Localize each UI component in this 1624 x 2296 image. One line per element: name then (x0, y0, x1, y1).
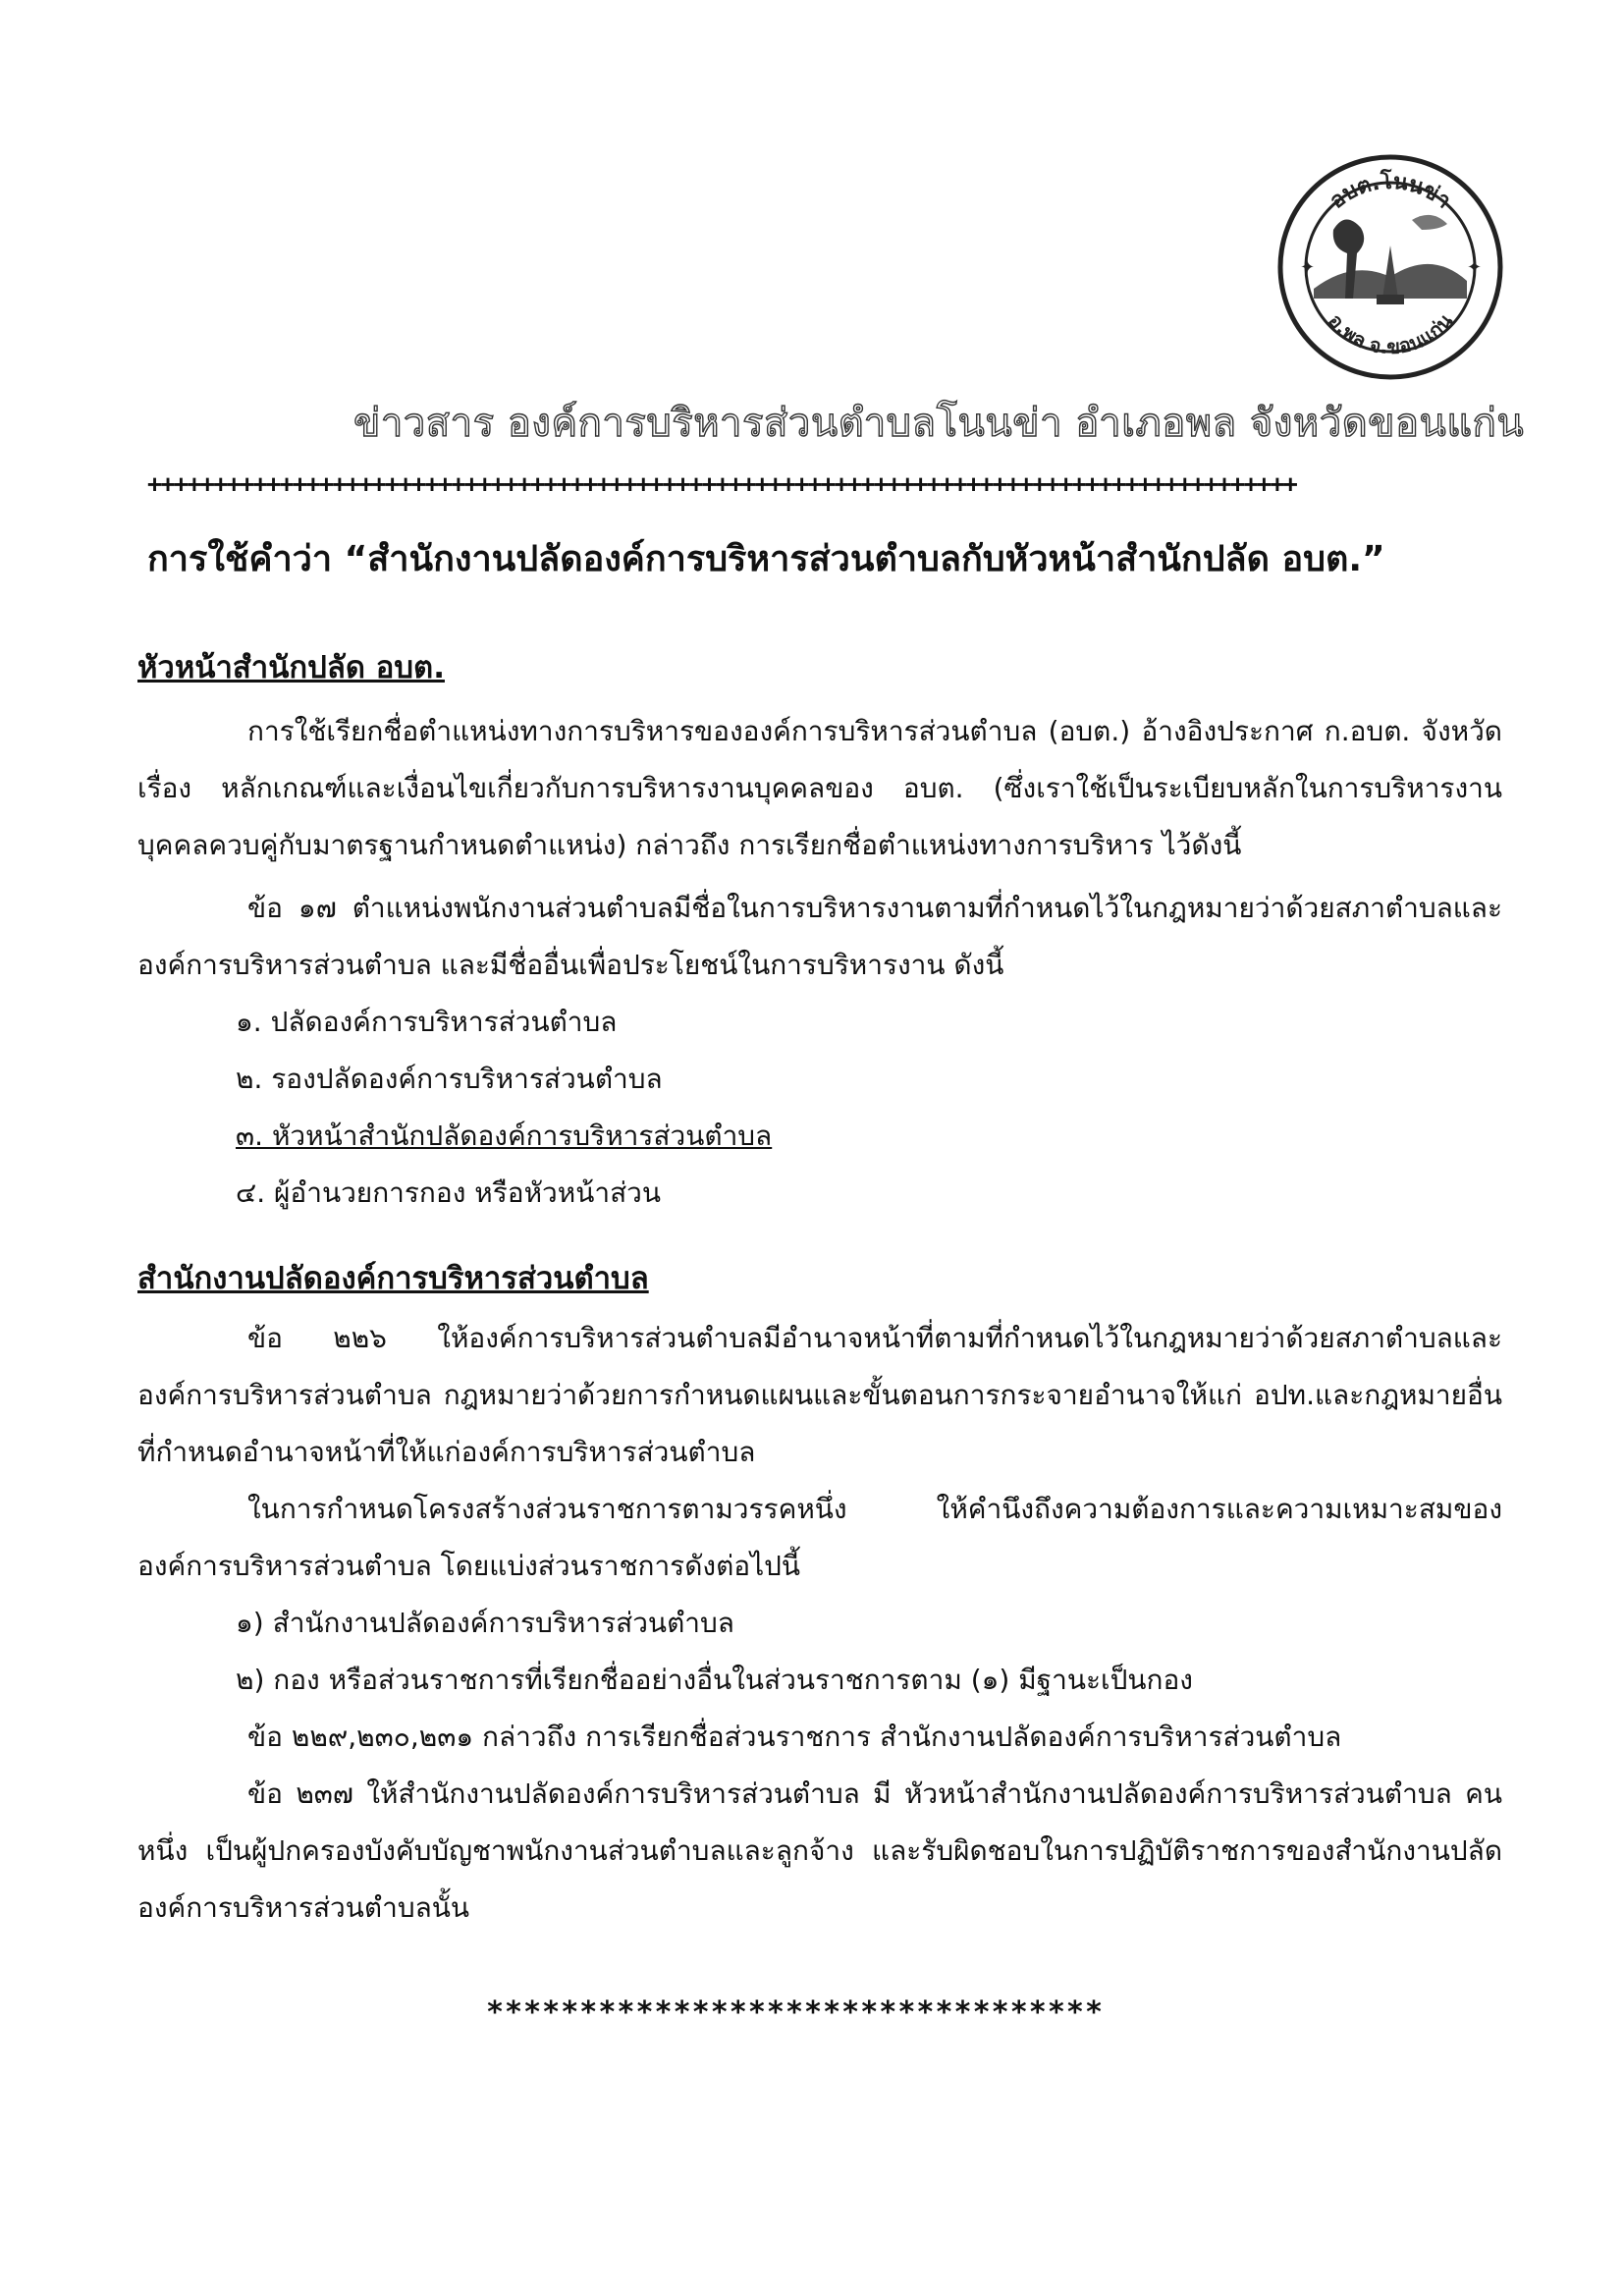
list-item: ๒) กอง หรือส่วนราชการที่เรียกชื่ออย่างอื่นในส่วนราชการตาม (๑) มีฐานะเป็นกอง (236, 1664, 1193, 1696)
section-office-of-permanent-secretary (137, 1253, 1502, 1937)
svg-text:✦: ✦ (1300, 257, 1316, 278)
section-heading: สำนักงานปลัดองค์การบริหารส่วนตำบล (137, 1261, 649, 1296)
list-item: ๒. รองปลัดองค์การบริหารส่วนตำบล (236, 1063, 663, 1095)
paragraph: ข้อ ๒๓๗ ให้สำนักงานปลัดองค์การบริหารส่วนตำบล มี หัวหน้าสำนักงานปลัดองค์การบริหารส่วนตำบล คนหนึ่ง เป็นผู้ปกครองบังคับบัญชาพนักงานส่วนตำบลและลูกจ้าง และรับผิดชอบในการปฏิบัติราชการของสำนักงานปลัดองค์การบริหารส่วนตำบลนั้น (137, 1777, 1502, 1924)
list-item: ๑) สำนักงานปลัดองค์การบริหารส่วนตำบล (236, 1607, 734, 1639)
svg-text:✦: ✦ (1467, 257, 1483, 278)
paragraph: ข้อ ๒๒๖ ให้องค์การบริหารส่วนตำบลมีอำนาจหน้าที่ตามที่กำหนดไว้ในกฎหมายว่าด้วยสภาตำบลและองค์การบริหารส่วนตำบล กฎหมายว่าด้วยการกำหนดแผนและขั้นตอนการกระจายอำนาจให้แก่ อปท.และกฎหมายอื่นที่กำหนดอำนาจหน้าที่ให้แก่องค์การบริหารส่วนตำบล (137, 1322, 1502, 1468)
paragraph: การใช้เรียกชื่อตำแหน่งทางการบริหารขององค์การบริหารส่วนตำบล (อบต.) อ้างอิงประกาศ ก.อบต. จังหวัด เรื่อง หลักเกณฑ์และเงื่อนไขเกี่ยวกับการบริหารงานบุคคลของ อบต. (ซึ่งเราใช้เป็นระเบียบหลักในการบริหารงานบุคคลควบคู่กับมาตรฐานกำหนดตำแหน่ง) กล่าวถึง การเรียกชื่อตำแหน่งทางการบริหาร ไว้ดังนี้ (137, 715, 1502, 861)
page-title: การใช้คำว่า “สำนักงานปลัดองค์การบริหารส่วนตำบลกับหัวหน้าสำนักปลัด อบต.” (147, 539, 1385, 579)
section-head-of-office (137, 642, 1502, 1222)
newsletter-banner: ข่าวสาร องค์การบริหารส่วนตำบลโนนข่า อำเภอพล จังหวัดขอนแก่น (353, 401, 1525, 446)
list-item: ๔. ผู้อำนวยการกอง หรือหัวหน้าส่วน (236, 1176, 662, 1209)
section-heading: หัวหน้าสำนักปลัด อบต. (137, 650, 445, 685)
list-item-highlighted: ๓. หัวหน้าสำนักปลัดองค์การบริหารส่วนตำบล (236, 1120, 773, 1152)
seal-top-text: อบต.โนนข่า (1325, 169, 1456, 214)
organization-seal-icon (1274, 151, 1506, 383)
paragraph: ข้อ ๑๗ ตำแหน่งพนักงานส่วนตำบลมีชื่อในการบริหารงานตามที่กำหนดไว้ในกฎหมายว่าด้วยสภาตำบลและองค์การบริหารส่วนตำบล และมีชื่ออื่นเพื่อประโยชน์ในการบริหารงาน ดังนี้ (137, 892, 1502, 981)
paragraph: ในการกำหนดโครงสร้างส่วนราชการตามวรรคหนึ่ง ให้คำนึงถึงความต้องการและความเหมาะสมขององค์การบริหารส่วนตำบล โดยแบ่งส่วนราชการดังต่อไปนี้ (137, 1493, 1502, 1582)
plus-separator: +++++++++++++++++++++++++++++++++++++++++++++++++++++++++++++++++++++++++++++++++++++++ (147, 469, 1297, 498)
star-separator: ********************************* (486, 1995, 1105, 2030)
paragraph: ข้อ ๒๒๙,๒๓๐,๒๓๑ กล่าวถึง การเรียกชื่อส่วนราชการ สำนักงานปลัดองค์การบริหารส่วนตำบล (247, 1721, 1342, 1753)
seal-bottom-text: อ.พล จ.ขอนแก่น (1324, 308, 1457, 359)
list-item: ๑. ปลัดองค์การบริหารส่วนตำบล (236, 1006, 618, 1038)
